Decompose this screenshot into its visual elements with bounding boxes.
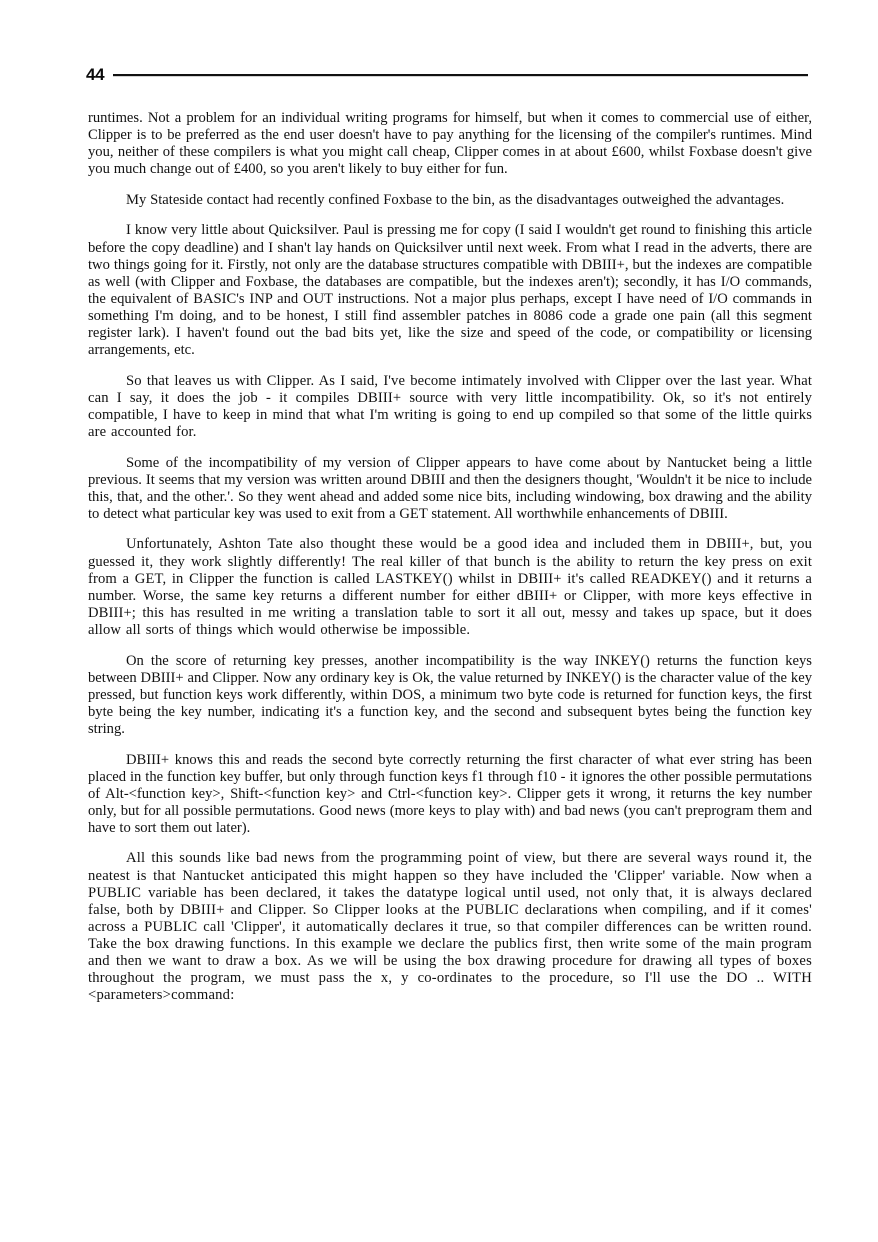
page-number: 44 [86, 64, 105, 84]
body-paragraph: I know very little about Quicksilver. Paul is pressing me for copy (I said I wouldn't get round to finishing this article before the copy deadline) and I shan't lay hands on Quicksilver until next week. From what I read in the adverts, there are two things going for it. Firstly, not only are the database structures compatible with DBIII+, but the indexes are compatible as well (with Clipper and Foxbase, the databases are compatible, but the indexes aren't); secondly, it has I/O commands, the equivalent of BASIC's INP and OUT instructions. Not a major plus perhaps, except I have need of I/O commands in something I'm doing, and to be honest, I still find assembler patches in 8086 code a grade one pain (all this segment register lark). I haven't found out the bad bits yet, like the size and speed of the code, or compatibility or licensing arrangements, etc. [88, 222, 812, 359]
body-text-column [88, 110, 812, 1018]
body-paragraph: Some of the incompatibility of my version of Clipper appears to have come about by Nantucket being a little previous. It seems that my version was written around DBIII and then the designers thought, 'Wouldn't it be nice to include this, that, and the other.'. So they went ahead and added some nice bits, including windowing, box drawing and the ability to detect what particular key was used to exit from a GET statement. All worthwhile enhancements of DBIII. [88, 454, 812, 522]
body-paragraph: So that leaves us with Clipper. As I said, I've become intimately involved with Clipper over the last year. What can I say, it does the job - it compiles DBIII+ source with very little incompatibility. Ok, so it's not entirely compatible, I have to keep in mind that what I'm writing is going to end up compiled so that some of the little quirks are accounted for. [88, 372, 812, 440]
body-paragraph: Unfortunately, Ashton Tate also thought these would be a good idea and included them in DBIII+, but, you guessed it, they work slightly differently! The real killer of that bunch is the ability to return the key press on exit from a GET, in Clipper the function is called LASTKEY() whilst in DBIII+ it's called READKEY() and it returns a number. Worse, the same key returns a different number for either dBIII+ or Clipper, with more keys effective in DBIII+; this has resulted in me writing a translation table to sort it all out, messy and takes up space, but it does allow all sorts of things which would otherwise be impossible. [88, 536, 812, 638]
body-paragraph: runtimes. Not a problem for an individual writing programs for himself, but when it comes to commercial use of either, Clipper is to be preferred as the end user doesn't have to pay anything for the licensing of the compiler's runtimes. Mind you, neither of these compilers is what you might call cheap, Clipper comes in at about £600, whilst Foxbase doesn't give you much change out of £400, so you aren't likely to buy either for fun. [88, 110, 812, 178]
body-paragraph: On the score of returning key presses, another incompatibility is the way INKEY() returns the function keys between DBIII+ and Clipper. Now any ordinary key is Ok, the value returned by INKEY() is the character value of the key pressed, but function keys work differently, within DOS, a minimum two byte code is returned for function keys, the first byte being the key number, indicating it's a function key, and the second and subsequent bytes being the function key string. [88, 652, 812, 737]
page-header [86, 60, 808, 86]
body-paragraph: My Stateside contact had recently confined Foxbase to the bin, as the disadvantages outweighed the advantages. [126, 191, 785, 208]
header-rule-divider [113, 74, 808, 76]
body-paragraph: DBIII+ knows this and reads the second byte correctly returning the first character of what ever string has been placed in the function key buffer, but only through function keys f1 through f10 - it ignores the other possible permutations of Alt-<function key>, Shift-<function key> and Ctrl-<function key>. Clipper gets it wrong, it returns the key number only, but for all possible permutations. Good news (more keys to play with) and bad news (you can't preprogram them and have to sort them out later). [88, 751, 812, 836]
body-paragraph: All this sounds like bad news from the programming point of view, but there are several ways round it, the neatest is that Nantucket anticipated this might happen so they have included the 'Clipper' variable. Now when a PUBLIC variable has been declared, it takes the datatype logical until used, not only that, it is always declared false, both by DBIII+ and Clipper. So Clipper looks at the PUBLIC declarations when compiling, and if it comes' across a PUBLIC call 'Clipper', it automatically declares it true, so that compiler differences can be written round. Take the box drawing functions. In this example we declare the publics first, then write some of the main program and then we want to draw a box. As we will be using the box drawing procedure for drawing all types of boxes throughout the program, we must pass the x, y co-ordinates to the procedure, so I'll use the DO .. WITH <parameters>command: [88, 850, 812, 1004]
